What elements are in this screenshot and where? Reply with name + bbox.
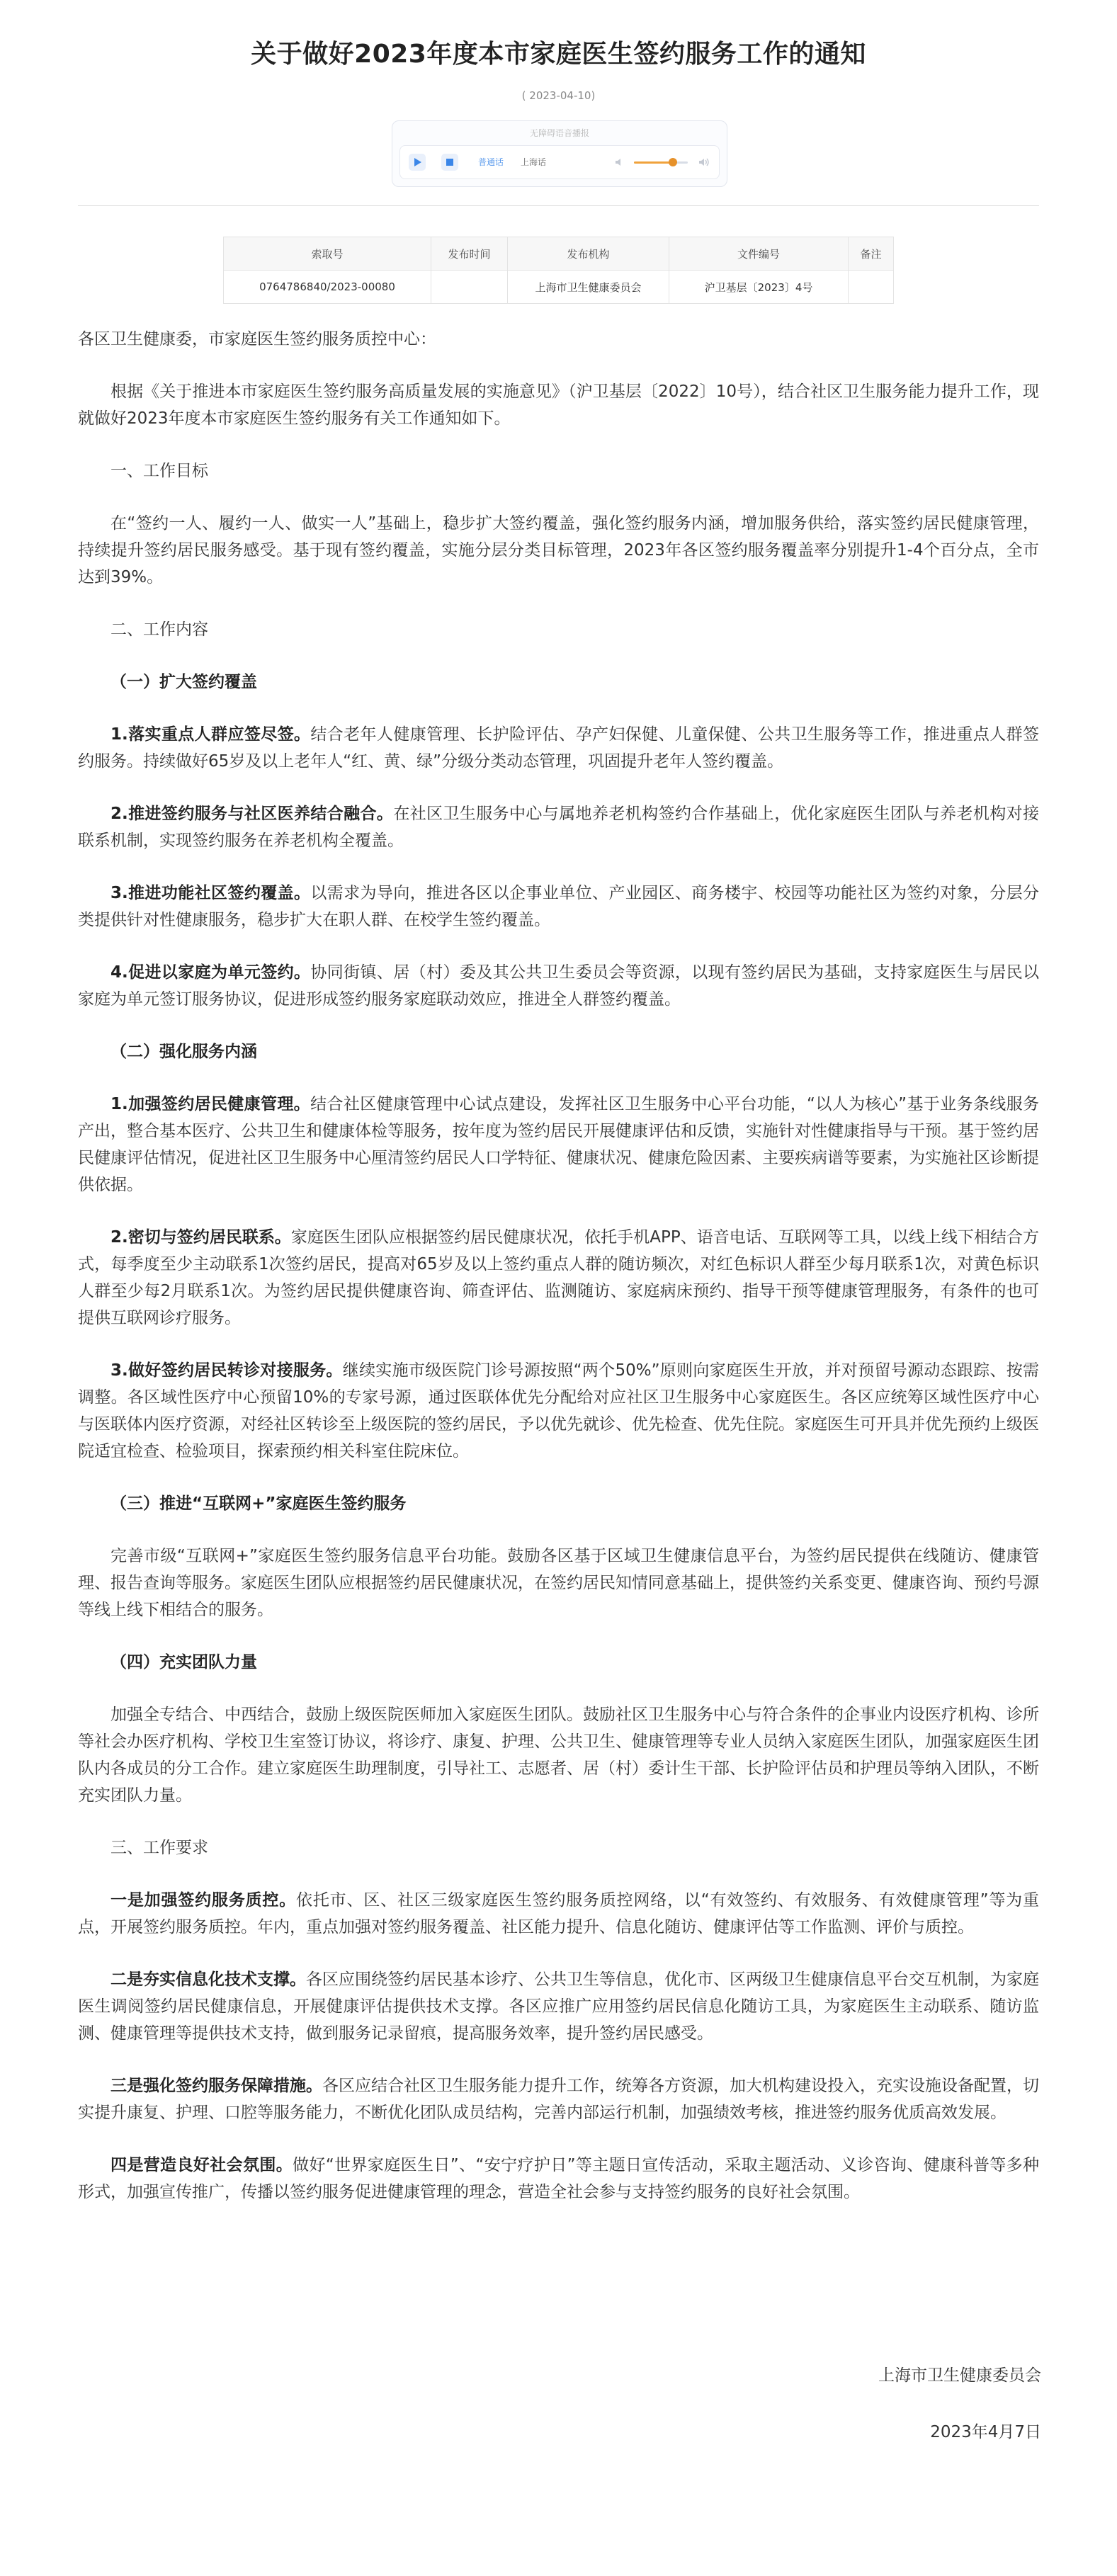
- player-controls: [399, 145, 720, 179]
- notice-body: [78, 326, 1039, 2231]
- section-heading: 二、工作内容: [110, 620, 208, 639]
- signature-date: 2023年4月7日: [930, 2423, 1041, 2441]
- header-divider: [78, 205, 1039, 206]
- audio-player: [392, 120, 727, 187]
- item-heading: 2.推进签约服务与社区医养结合融合。: [110, 805, 394, 823]
- voice-shanghainese-option[interactable]: 上海话: [521, 157, 547, 167]
- paragraph: [78, 1357, 1039, 1465]
- meta-publisher: 上海市卫生健康委员会: [508, 271, 669, 304]
- volume-high-icon[interactable]: [698, 157, 710, 168]
- paragraph: [78, 1224, 1039, 1332]
- paragraph: [78, 959, 1039, 1013]
- meta-header-cell: 文件编号: [669, 237, 849, 271]
- volume-handle[interactable]: [669, 158, 677, 166]
- meta-header-cell: 发布时间: [431, 237, 508, 271]
- paragraph: [78, 1966, 1039, 2047]
- section-heading: 一、工作目标: [110, 462, 208, 480]
- item-heading: 三是强化签约服务保障措施。: [110, 2077, 322, 2095]
- subsection-heading: （三）推进“互联网+”家庭医生签约服务: [110, 1494, 407, 1513]
- item-text: 以需求为导向，推进各区以企事业单位、产业园区、商务楼宇、校园等功能社区为签约对象，分层分类提供针对性健康服务，稳步扩大在职人群、在校学生签约覆盖。: [78, 884, 1040, 929]
- paragraph: [78, 2072, 1039, 2126]
- paragraph: 完善市级“互联网+”家庭医生签约服务信息平台功能。鼓励各区基于区域卫生健康信息平台，为签约居民提供在线随访、健康管理、报告查询等服务。家庭医生团队应根据签约居民健康状况，在签约居民知情同意基础上，提供签约关系变更、健康咨询、预约号源等线上线下相结合的服务。: [78, 1547, 1039, 1619]
- document-meta-table: [223, 237, 894, 304]
- volume-low-icon[interactable]: [614, 157, 625, 168]
- voice-mandarin-option[interactable]: 普通话: [478, 157, 504, 167]
- section-heading: 三、工作要求: [110, 1839, 208, 1857]
- play-icon: [414, 158, 421, 166]
- publish-date: ( 2023-04-10): [521, 89, 596, 102]
- volume-slider[interactable]: [634, 161, 688, 164]
- item-text: 各区应结合社区卫生服务能力提升工作，统筹各方资源，加大机构建设投入，充实设施设备配置，切实提升康复、护理、口腔等服务能力，不断优化团队成员结构，完善内部运行机制，加强绩效考核，推进签约服务优质高效发展。: [78, 2077, 1039, 2122]
- item-text: 结合社区健康管理中心试点建设，发挥社区卫生服务中心平台功能，“以人为核心”基于业务条线服务产出，整合基本医疗、公共卫生和健康体检等服务，按年度为签约居民开展健康评估和反馈，实施针对性健康指导与干预。基于签约居民健康评估情况，促进社区卫生服务中心厘清签约居民人口学特征、健康状况、健康危险因素、主要疾病谱等要素，为实施社区诊断提供依据。: [78, 1095, 1039, 1194]
- subsection-heading: （一）扩大签约覆盖: [110, 673, 257, 691]
- paragraph: [78, 721, 1039, 775]
- paragraph: [78, 880, 1039, 934]
- meta-header-cell: 发布机构: [508, 237, 669, 271]
- item-heading: 二是夯实信息化技术支撑。: [110, 1970, 306, 1989]
- paragraph: [78, 2152, 1039, 2206]
- paragraph: [78, 1887, 1039, 1941]
- item-heading: 四是营造良好社会氛围。: [110, 2156, 293, 2174]
- player-notice: 无障碍语音播报: [529, 128, 589, 138]
- item-text: 在社区卫生服务中心与属地养老机构签约合作基础上，优化家庭医生团队与养老机构对接联系机制，实现签约服务在养老机构全覆盖。: [78, 805, 1039, 850]
- meta-document-number: 沪卫基层〔2023〕4号: [669, 271, 849, 304]
- item-heading: 4.促进以家庭为单元签约。: [110, 963, 311, 982]
- meta-index-number: 0764786840/2023-00080: [224, 271, 431, 304]
- meta-header-cell: 索取号: [224, 237, 431, 271]
- item-text: 协同街镇、居（村）委及其公共卫生委员会等资源，以现有签约居民为基础，支持家庭医生与居民以家庭为单元签订服务协议，促进形成签约服务家庭联动效应，推进全人群签约覆盖。: [78, 963, 1040, 1009]
- meta-header-cell: 备注: [849, 237, 894, 271]
- meta-header-row: [224, 237, 894, 271]
- page-title: 关于做好2023年度本市家庭医生签约服务工作的通知: [251, 40, 866, 69]
- subsection-heading: （二）强化服务内涵: [110, 1043, 257, 1061]
- item-heading: 1.落实重点人群应签尽签。: [110, 725, 311, 744]
- item-heading: 3.做好签约居民转诊对接服务。: [110, 1361, 343, 1380]
- paragraph: [78, 800, 1039, 854]
- subsection-heading: （四）充实团队力量: [110, 1653, 257, 1672]
- intro-paragraph: 根据《关于推进本市家庭医生签约服务高质量发展的实施意见》（沪卫基层〔2022〕10号），结合社区卫生服务能力提升工作，现就做好2023年度本市家庭医生签约服务有关工作通知如下。: [78, 382, 1039, 428]
- meta-remarks: [849, 271, 894, 304]
- volume-level: [634, 161, 673, 164]
- item-text: 各区应围绕签约居民基本诊疗、公共卫生等信息，优化市、区两级卫生健康信息平台交互机制，为家庭医生调阅签约居民健康信息，开展健康评估提供技术支撑。各区应推广应用签约居民信息化随访工具，为家庭医生主动联系、随访监测、健康管理等提供技术支持，做到服务记录留痕，提高服务效率，提升签约居民感受。: [78, 1970, 1039, 2043]
- stop-button[interactable]: [441, 154, 458, 171]
- paragraph: [78, 1091, 1039, 1198]
- item-heading: 1.加强签约居民健康管理。: [110, 1095, 311, 1113]
- item-heading: 2.密切与签约居民联系。: [110, 1228, 291, 1247]
- item-text: 家庭医生团队应根据签约居民健康状况，依托手机APP、语音电话、互联网等工具，以线上线下相结合方式，每季度至少主动联系1次签约居民，提高对65岁及以上签约重点人群的随访频次，对红色标识人群至少每月联系1次，对黄色标识人群至少每2月联系1次。为签约居民提供健康咨询、筛查评估、监测随访、家庭病床预约、指导干预等健康管理服务，有条件的也可提供互联网诊疗服务。: [78, 1228, 1039, 1327]
- signature-org: 上海市卫生健康委员会: [878, 2366, 1041, 2385]
- paragraph: 加强全专结合、中西结合，鼓励上级医院医师加入家庭医生团队。鼓励社区卫生服务中心与符合条件的企事业内设医疗机构、诊所等社会办医疗机构、学校卫生室签订协议，将诊疗、康复、护理、公共卫生、健康管理等专业人员纳入家庭医生团队，加强家庭医生团队内各成员的分工合作。建立家庭医生助理制度，引导社工、志愿者、居（村）委计生干部、长护险评估员和护理员等纳入团队，不断充实团队力量。: [78, 1706, 1039, 1805]
- paragraph: 在“签约一人、履约一人、做实一人”基础上，稳步扩大签约覆盖，强化签约服务内涵，增加服务供给，落实签约居民健康管理，持续提升签约居民服务感受。基于现有签约覆盖，实施分层分类目标管理，2023年各区签约服务覆盖率分别提升1-4个百分点，全市达到39%。: [78, 514, 1039, 586]
- item-heading: 一是加强签约服务质控。: [110, 1891, 297, 1910]
- stop-icon: [446, 159, 453, 166]
- salutation: 各区卫生健康委，市家庭医生签约服务质控中心：: [78, 330, 436, 348]
- play-button[interactable]: [409, 154, 426, 171]
- item-text: 继续实施市级医院门诊号源按照“两个50%”原则向家庭医生开放，并对预留号源动态跟踪、按需调整。各区域性医疗中心预留10%的专家号源，通过医联体优先分配给对应社区卫生服务中心家庭医生。各区应统筹区域性医疗中心与医联体内医疗资源，对经社区转诊至上级医院的签约居民，予以优先就诊、优先检查、优先住院。家庭医生可开具并优先预约上级医院适宜检查、检验项目，探索预约相关科室住院床位。: [78, 1361, 1040, 1460]
- item-heading: 3.推进功能社区签约覆盖。: [110, 884, 311, 902]
- item-text: 做好“世界家庭医生日”、“安宁疗护日”等主题日宣传活动，采取主题活动、义诊咨询、健康科普等多种形式，加强宣传推广，传播以签约服务促进健康管理的理念，营造全社会参与支持签约服务的良好社会氛围。: [78, 2156, 1039, 2201]
- meta-publish-time: [431, 271, 508, 304]
- item-text: 结合老年人健康管理、长护险评估、孕产妇保健、儿童保健、公共卫生服务等工作，推进重点人群签约服务。持续做好65岁及以上老年人“红、黄、绿”分级分类动态管理，巩固提升老年人签约覆盖。: [78, 725, 1040, 771]
- meta-value-row: [224, 271, 894, 304]
- item-text: 依托市、区、社区三级家庭医生签约服务质控网络，以“有效签约、有效服务、有效健康管理”等为重点，开展签约服务质控。年内，重点加强对签约服务覆盖、社区能力提升、信息化随访、健康评估等工作监测、评价与质控。: [78, 1891, 1039, 1936]
